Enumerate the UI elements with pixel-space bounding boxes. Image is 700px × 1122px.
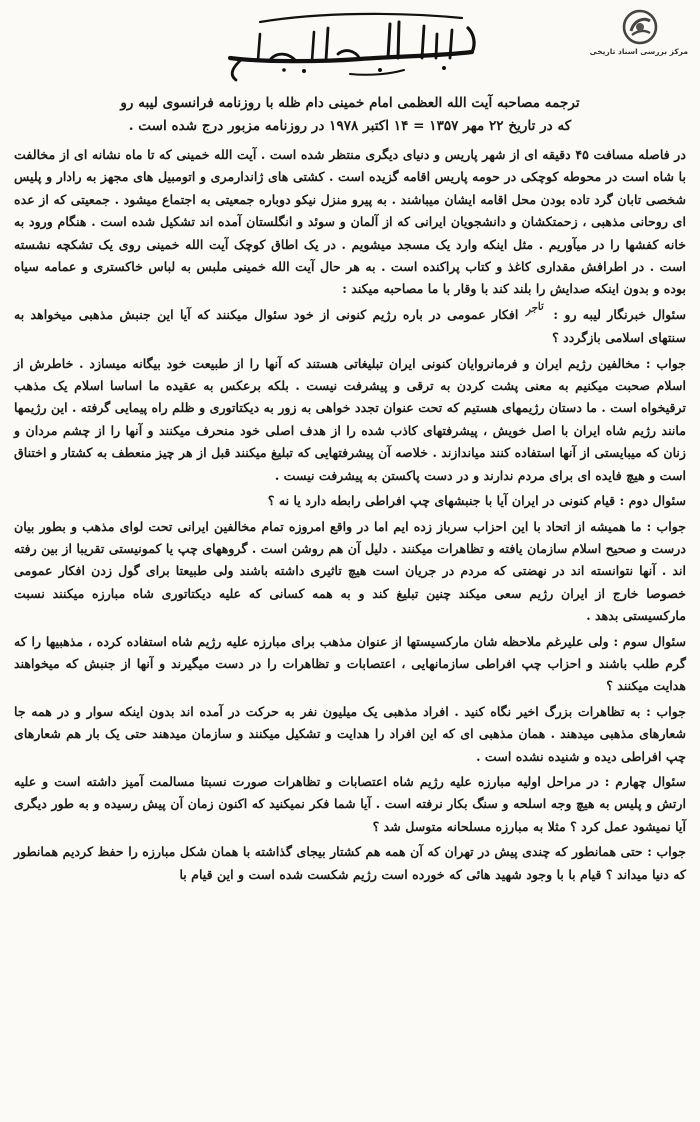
question-label: سئوال چهارم : [604, 773, 687, 789]
answer-text: به تظاهرات بزرگ اخیر نگاه کنید . افراد مذهبی یک میلیون نفر به حرکت در آمده اند بدون اینکه سوار و در همه جا شعارهای مذهبی میدهند . همان مذهبی ای که این افراد را هدایت و تشکیل میکنند و سازمان میدهند حتی یک بار هم شعارهای چپ افراطی دیده و شنیده نشده است . [14, 703, 686, 764]
archive-seal-icon [621, 8, 659, 46]
question-1 [14, 300, 686, 350]
answer-label: جواب : [646, 703, 686, 719]
question-label: سئوال دوم : [619, 493, 686, 509]
document-title [14, 92, 686, 138]
answer-4 [14, 841, 686, 886]
question-text: ولی علیرغم ملاحظه شان مارکسیستها از عنوان مذهب برای مبارزه علیه رژیم شاه استفاده کرده ، مذهبیها را که گرم طلب باشند و احزاب چپ افراطی سازمانهایی ، اعتصابات و تظاهرات را در دست میگیرند و آنها از جنبش که میخواهند هدایت میکنند ؟ [14, 633, 686, 694]
title-line-1: ترجمه مصاحبه آیت الله العظمی امام خمینی دام ظله با روزنامه فرانسوی لیبه رو [120, 95, 580, 111]
question-text: افکار عمومی در باره رژیم کنونی از خود سئوال میکنند که آیا این جنبش مذهبی میخواهد به سنتهای اسلامی بازگردد ؟ [14, 306, 686, 346]
intro-paragraph [14, 144, 686, 301]
paragraph-text: در فاصله مسافت ۴۵ دقیقه ای از شهر پاریس و دنیای دیگری منتظر شده است . آیت الله خمینی که تا ماه نشانه ای از مخالفت با شاه است در محوطه کوچکی در حومه پاریس اقامه گزیده است . کشتی های ژاندارمری و اتومبیل های مجهز به رادار و پلیس شخصی تابان گرد تاده بودن محل اقامه ایشان میباشند . به پیرو منزل نیکو دوباره جمعیتی به اجتماع میشود . جمعیتی که از عده ای روحانی مذهبی ، زحمتکشان و دانشجویان ایرانی که از آلمان و سوئد و انگلستان آمده اند تشکیل شده است . هنگام ورود به خانه کفشها را در میآوریم . مثل اینکه وارد یک مسجد میشویم . در یک اطاق کوچک آیت الله خمینی روی یک تشکچه نشسته است . در اطرافش مقداری کاغذ و کتاب پراکنده است . به هر حال آیت الله خمینی ملبس به لباس خاکستری و عمامه سیاه بوده و بدون اینکه صدایش را بلند کند با وقار با ما مصاحبه میکند : [14, 147, 686, 297]
handwritten-note: تاجر [523, 300, 545, 317]
question-2 [14, 490, 686, 512]
answer-3 [14, 701, 686, 768]
basmala-text: بسم الله الرحمن الرحیم [344, 90, 356, 91]
document-body [14, 144, 686, 886]
archive-logo-text: مرکز بررسی اسناد تاریخی [589, 47, 688, 56]
answer-2 [14, 516, 686, 628]
answer-1 [14, 353, 686, 487]
question-text: قیام کنونی در ایران آیا با جنبشهای چپ افراطی رابطه دارد یا نه ؟ [267, 493, 616, 509]
answer-label: جواب : [647, 844, 687, 860]
question-text: در مراحل اولیه مبارزه علیه رژیم شاه اعتصابات و تظاهرات صورت نسبتا مسالمت آمیز داشته است و علیه ارتش و پلیس به هیچ وجه اسلحه و سنگ بکار نرفته است . آیا شما فکر نمیکنید که اکنون زمان آن پیش رسیده و به طور دیگری آیا نمیشود عمل کرد ؟ مثلا به مبارزه مسلحانه متوسل شد ؟ [14, 773, 686, 834]
archive-logo [589, 8, 688, 56]
question-label: سئوال خبرنگار لیبه رو : [553, 306, 686, 322]
title-line-2: که در تاریخ ۲۲ مهر ۱۳۵۷ = ۱۴ اکتبر ۱۹۷۸ در روزنامه مزبور درج شده است . [128, 118, 572, 134]
answer-label: جواب : [646, 518, 687, 534]
answer-label: جواب : [645, 355, 686, 371]
question-3 [14, 631, 686, 698]
basmala-calligraphy [200, 4, 500, 92]
answer-text: ما همیشه از اتحاد با این احزاب سرباز زده ایم اما در واقع امروزه تمام مخالفین ایرانی تحت لوای مذهب و بطور بیان درست و صحیح اسلام سازمان یافته و تظاهرات میکنند . دلیل آن هم روشن است . گروههای چپ یا کمونیستی تقریبا از بین رفته اند . آنها نتوانسته اند در نهضتی که مردم در جریان است هیچ تاثیری داشته باشند ولی طبیعتا برای گول زدن افکار عمومی خصوصا خارج از ایران رژیم سعی میکند چنین تبلیغ کند و به همه کسانی که علیه دیکتاتوری شاه مبارزه میکنند نسبت مارکسیستی بدهد . [14, 518, 686, 624]
question-label: سئوال سوم : [613, 633, 686, 649]
question-4 [14, 771, 686, 838]
answer-text: حتی همانطور که چندی پیش در تهران که آن همه هم کشتار بیجای گذاشته با همان شکل مبارزه را حفظ کردیم همانطور که دنیا میداند ؟ قیام با با وجود شهید هائی که خورده است رژیم شکست شده است و این قیام با [14, 844, 686, 882]
answer-text: مخالفین رژیم ایران و فرمانروایان کنونی ایران تبلیغاتی هستند که آنها را از طبیعت خود بیگانه میسازد . خاطرش از اسلام صحبت میکنیم به معنی پشت کردن به ترقی و پیشرفت نیست . بلکه برعکس به عقیده ما اساسا اسلام یک مذهب ترقیخواه است . ما دستان رژیمهای هستیم که تحت عنوان تجدد خواهی به زور به دیکتاتوری و ظلم راه پیمایی گرفته . این رژیمها مانند رژیم شاه ایران با اصل خویش ، پیشرفتهای کاذب شده را از هدف اصلی خود منحرف میکنند و آنها را از چشم مردان و زنان که میبایستی از آنها استفاده کنند میاندازند . خلاصه آن پیشرفتهایی که تبلیغ میکنند قبل از هر چیز منعطف به کشتار و اختناق است و هیچ فایده ای برای مردم ندارند و در دست پاکستن به پیشرفت نیست . [14, 355, 686, 483]
